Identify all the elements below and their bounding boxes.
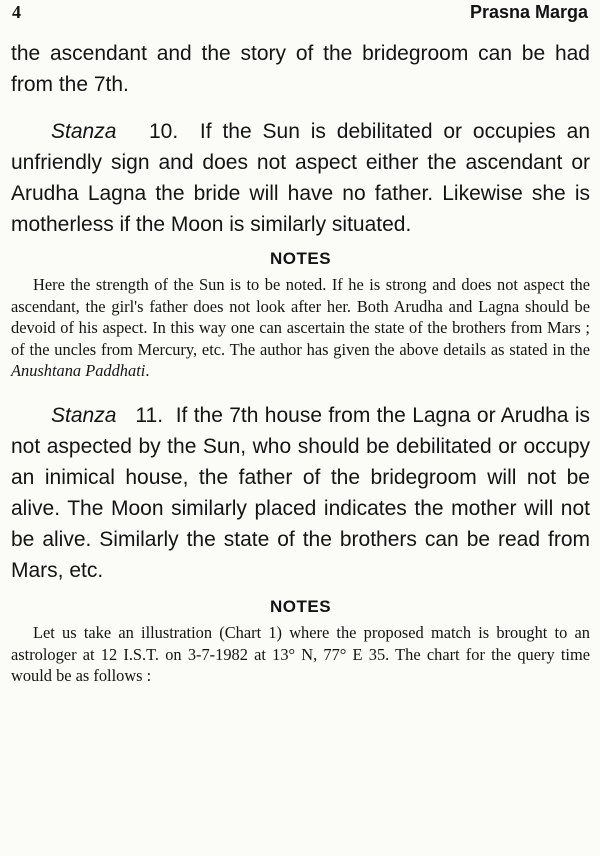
stanza-label: Stanza <box>51 120 117 143</box>
notes-1-paragraph <box>11 274 590 382</box>
notes-1-text: Here the strength of the Sun is to be noted. If he is strong and does not aspect the ascendant, the girl's father does not look after her. Both Arudha and Lagna should be devoid of his aspect. In this way one can ascertain the state of the brothers from Mars ; of the uncles from Mercury, etc. The author has given the above details as stated in the <box>11 275 590 359</box>
notes-1-period: . <box>145 361 150 381</box>
notes-1-italic-title: Anushtana Paddhati <box>11 361 146 381</box>
running-title: Prasna Marga <box>469 2 588 22</box>
stanza-10-text: If the Sun is debilitated or occupies an unfriendly sign and does not aspect either the ascendant or Arudha Lagna the bride will have no father. Likewise she is motherless if the Moon is similarly situated. <box>11 120 591 236</box>
stanza-label: Stanza <box>51 403 117 427</box>
stanza-number: 11. <box>135 403 164 427</box>
page-header <box>11 0 590 38</box>
intro-paragraph <box>11 38 590 100</box>
stanza-number: 10. <box>148 120 179 143</box>
notes-2-paragraph <box>11 622 590 687</box>
notes-2-text: Let us take an illustration (Chart 1) where the proposed match is brought to an astrologer at 12 I.S.T. on 3-7-1982 at 13° N, 77° E 35. The chart for the query time would be as follows : <box>11 622 590 686</box>
notes-heading: NOTES <box>269 596 332 616</box>
intro-text: the ascendant and the story of the bridegroom can be had from the 7th. <box>11 42 590 96</box>
notes-heading: NOTES <box>269 249 332 268</box>
stanza-11-paragraph <box>11 400 590 586</box>
stanza-10-paragraph <box>11 116 590 240</box>
page-number: 4 <box>12 2 21 22</box>
stanza-11-text: If the 7th house from the Lagna or Arudha is not aspected by the Sun, who should be debilitated or occupy an inimical house, the father of the bridegroom will not be alive. The Moon similarly placed indicates the mother will not be alive. Similarly the state of the brothers can be read from Mars, etc. <box>11 403 590 582</box>
